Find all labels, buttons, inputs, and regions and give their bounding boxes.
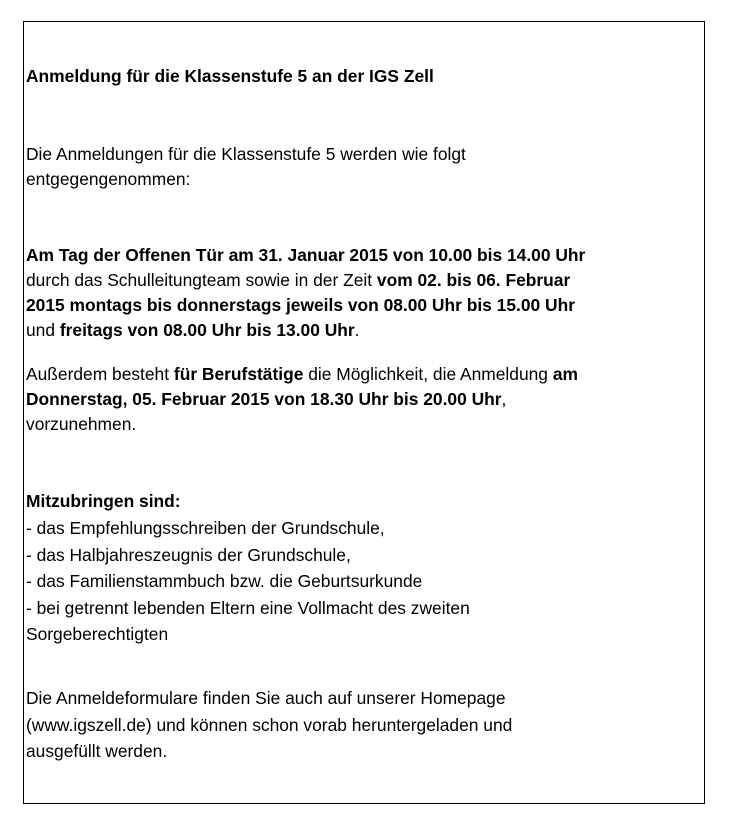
- registration-hours-weekdays: 2015 montags bis donnerstags jeweils von 08.00 Uhr bis 15.00 Uhr: [26, 295, 575, 315]
- dates-text: und: [26, 320, 60, 340]
- working-text-bold: am: [552, 364, 578, 384]
- registration-hours-friday: freitags von 08.00 Uhr bis 13.00 Uhr: [59, 320, 355, 340]
- title-text: Anmeldung für die Klassenstufe 5 an der IGS Zell: [26, 66, 434, 86]
- bring-heading: [26, 489, 181, 514]
- registration-dates-paragraph: [26, 243, 585, 343]
- list-item-continuation: Sorgeberechtigten: [26, 624, 169, 644]
- list-item: - das Empfehlungsschreiben der Grundschule,: [26, 518, 385, 538]
- intro-paragraph: [26, 142, 466, 192]
- forms-line: (www.igszell.de) und können schon vorab heruntergeladen und: [26, 714, 513, 735]
- list-item: - das Halbjahreszeugnis der Grundschule,: [26, 544, 351, 565]
- forms-line: Die Anmeldeformulare finden Sie auch auf unserer Homepage: [26, 688, 506, 708]
- intro-line: entgegengenommen:: [26, 169, 191, 189]
- intro-line: Die Anmeldungen für die Klassenstufe 5 werden wie folgt: [26, 144, 466, 164]
- registration-period: vom 02. bis 06. Februar: [376, 270, 571, 290]
- forms-paragraph: [26, 685, 512, 765]
- document-frame: [23, 21, 705, 804]
- evening-registration-date: Donnerstag, 05. Februar 2015 von 18.30 Uhr bis 20.00 Uhr: [26, 389, 502, 409]
- working-text: vorzunehmen.: [26, 414, 137, 434]
- bring-list: [26, 515, 470, 648]
- dates-text: durch das Schulleitungteam sowie in der Zeit: [26, 270, 377, 290]
- working-parents-highlight: für Berufstätige: [173, 364, 304, 384]
- list-item: - bei getrennt lebenden Eltern eine Vollmacht des zweiten: [26, 597, 470, 618]
- page-title: [26, 64, 434, 89]
- working-text: Außerdem besteht: [26, 364, 174, 384]
- working-parents-paragraph: [26, 362, 578, 437]
- open-day-date: Am Tag der Offenen Tür am 31. Januar 2015 von 10.00 bis 14.00 Uhr: [26, 245, 586, 265]
- working-text: ,: [501, 389, 507, 409]
- bring-heading-text: Mitzubringen sind:: [26, 491, 181, 511]
- dates-text: .: [354, 320, 360, 340]
- list-item: - das Familienstammbuch bzw. die Geburtsurkunde: [26, 571, 423, 591]
- working-text: die Möglichkeit, die Anmeldung: [303, 364, 553, 384]
- forms-line: ausgefüllt werden.: [26, 741, 168, 761]
